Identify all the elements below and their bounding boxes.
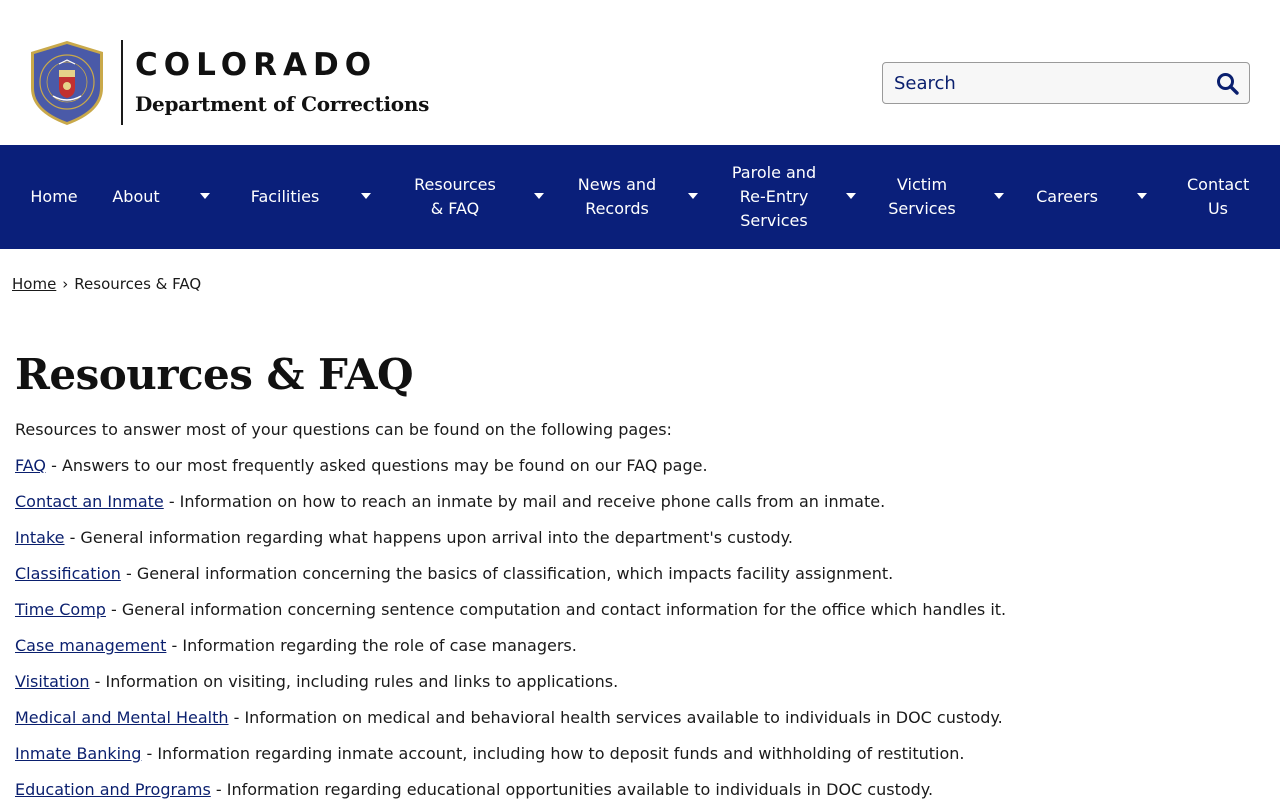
classification-link[interactable]: Classification [15, 564, 121, 583]
search-input[interactable] [883, 63, 1203, 103]
nav-item-home[interactable] [20, 145, 88, 249]
breadcrumb-home-link[interactable]: Home [12, 275, 57, 293]
case-management-link[interactable]: Case management [15, 636, 167, 655]
list-item [15, 491, 1265, 527]
list-item [15, 779, 1265, 800]
nav-item-parole-reentry[interactable] [724, 145, 824, 249]
visitation-link[interactable]: Visitation [15, 672, 90, 691]
caret-down-icon[interactable] [688, 193, 698, 199]
resource-desc: - Answers to our most frequently asked questions may be found on our FAQ page. [46, 456, 708, 475]
caret-down-icon[interactable] [534, 193, 544, 199]
resource-desc: - General information regarding what happens upon arrival into the department's custody. [64, 528, 793, 547]
caret-down-icon[interactable] [200, 193, 210, 199]
list-item [15, 455, 1265, 491]
list-item [15, 635, 1265, 671]
breadcrumb-current: Resources & FAQ [74, 275, 202, 293]
nav-item-victim-services[interactable] [882, 145, 962, 249]
caret-down-icon[interactable] [994, 193, 1004, 199]
logo-title[interactable]: COLORADO [135, 47, 378, 83]
page-title: Resources & FAQ [15, 350, 414, 399]
faq-link[interactable]: FAQ [15, 456, 46, 475]
nav-label: Resources & FAQ [414, 175, 496, 218]
list-item [15, 743, 1265, 779]
nav-label: Facilities [250, 187, 320, 206]
resource-desc: - Information regarding inmate account, including how to deposit funds and withholding of restitution. [141, 744, 965, 763]
magnifier-icon [1215, 71, 1241, 97]
medical-mental-health-link[interactable]: Medical and Mental Health [15, 708, 229, 727]
breadcrumb [12, 274, 201, 294]
nav-item-facilities[interactable] [240, 145, 330, 249]
list-item [15, 563, 1265, 599]
nav-label: Parole and Re-Entry Services [731, 163, 817, 230]
list-item [15, 707, 1265, 743]
list-item [15, 527, 1265, 563]
caret-down-icon[interactable] [1137, 193, 1147, 199]
intro-text: Resources to answer most of your questions can be found on the following pages: [15, 420, 672, 439]
nav-label: About [112, 187, 160, 206]
resource-desc: - Information regarding the role of case managers. [166, 636, 577, 655]
resource-desc: - Information regarding educational opportunities available to individuals in DOC custody. [210, 780, 934, 799]
nav-label: Home [30, 187, 78, 206]
resource-desc: - Information on visiting, including rules and links to applications. [89, 672, 619, 691]
nav-label: News and Records [577, 175, 657, 218]
nav-label: Victim Services [888, 175, 956, 218]
intake-link[interactable]: Intake [15, 528, 65, 547]
nav-label: Contact Us [1187, 175, 1250, 218]
resource-desc: - General information concerning sentence computation and contact information for the office which handles it. [105, 600, 1007, 619]
search-box [882, 62, 1250, 104]
nav-item-resources-faq[interactable] [411, 145, 499, 249]
nav-label: Careers [1036, 187, 1098, 206]
nav-item-contact-us[interactable] [1182, 145, 1254, 249]
colorado-doc-seal-icon[interactable] [29, 40, 105, 126]
logo-divider [121, 40, 123, 125]
search-button[interactable] [1215, 71, 1241, 97]
contact-inmate-link[interactable]: Contact an Inmate [15, 492, 164, 511]
main-nav [0, 145, 1280, 249]
site-header [0, 0, 1280, 145]
resource-desc: - General information concerning the basics of classification, which impacts facility assignment. [120, 564, 894, 583]
resource-desc: - Information on how to reach an inmate by mail and receive phone calls from an inmate. [163, 492, 886, 511]
time-comp-link[interactable]: Time Comp [15, 600, 106, 619]
resource-desc: - Information on medical and behavioral health services available to individuals in DOC custody. [228, 708, 1003, 727]
nav-item-about[interactable] [100, 145, 172, 249]
caret-down-icon[interactable] [361, 193, 371, 199]
list-item [15, 599, 1265, 635]
list-item [15, 671, 1265, 707]
caret-down-icon[interactable] [846, 193, 856, 199]
inmate-banking-link[interactable]: Inmate Banking [15, 744, 142, 763]
nav-item-careers[interactable] [1030, 145, 1104, 249]
breadcrumb-separator: › [62, 275, 69, 293]
resource-list [15, 455, 1265, 800]
education-programs-link[interactable]: Education and Programs [15, 780, 211, 799]
nav-item-news-records[interactable] [572, 145, 662, 249]
logo-subtitle[interactable]: Department of Corrections [135, 92, 430, 116]
